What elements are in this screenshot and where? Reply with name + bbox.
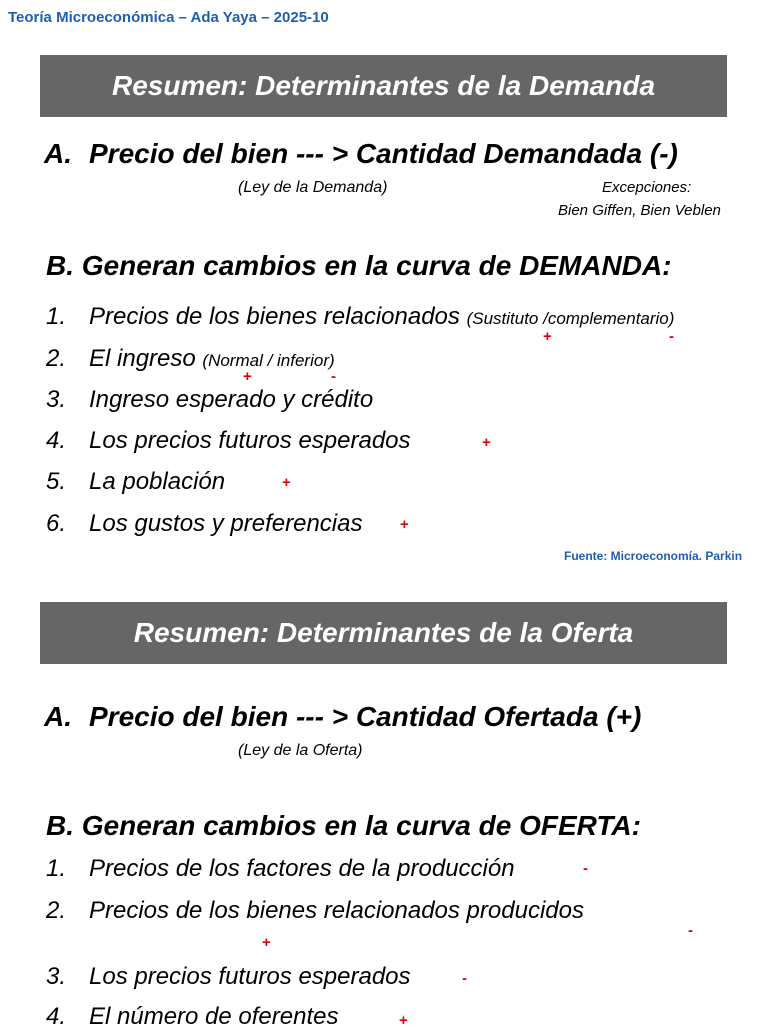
item-label: Precios de los factores de la producción: [89, 855, 515, 882]
list-number: 1.: [46, 303, 67, 330]
item-label: Los precios futuros esperados: [89, 963, 411, 990]
supply-law: (Ley de la Oferta): [238, 742, 363, 759]
item-label: Los gustos y preferencias: [89, 510, 363, 537]
plus-sign-futuros: +: [482, 434, 491, 451]
item-label: El número de oferentes: [89, 1003, 339, 1030]
list-text: [89, 303, 674, 331]
demand-law: (Ley de la Demanda): [238, 179, 388, 196]
plus-sign-oferentes: +: [399, 1012, 408, 1029]
item-note: (Sustituto /complementario): [466, 309, 675, 328]
minus-sign-complementario: -: [669, 328, 674, 345]
plus-sign-gustos: +: [400, 516, 409, 533]
supply-banner: [40, 602, 727, 664]
supply-a-text: Precio del bien --- > Cantidad Ofertada (+): [89, 701, 642, 732]
plus-sign-poblacion: +: [282, 474, 291, 491]
demand-a-text: Precio del bien --- > Cantidad Demandada (-): [89, 138, 678, 169]
demand-banner-title: Resumen: Determinantes de la Demanda: [111, 70, 656, 101]
item-label: Los precios futuros esperados: [89, 427, 411, 454]
list-number: 6.: [46, 510, 67, 537]
list-number: 5.: [46, 468, 67, 495]
source-citation: Fuente: Microeconomía. Parkin: [564, 549, 743, 563]
supply-a-letter: A.: [44, 701, 72, 732]
minus-sign-relacionados-sustituto: -: [688, 922, 693, 939]
supply-b-title: B. Generan cambios en la curva de OFERTA:: [46, 810, 641, 841]
list-number: 4.: [46, 427, 67, 454]
plus-sign-sustituto: +: [543, 328, 552, 345]
minus-sign-futuros: -: [462, 970, 467, 987]
list-number: 2.: [46, 897, 67, 924]
course-header: Teoría Microeconómica – Ada Yaya – 2025-10: [8, 9, 329, 26]
minus-sign-factores: -: [583, 860, 588, 877]
minus-sign-inferior: -: [331, 368, 336, 385]
plus-sign-normal: +: [243, 368, 252, 385]
list-number: 3.: [46, 963, 67, 990]
list-number: 3.: [46, 386, 67, 413]
item-label: Precios de los bienes relacionados: [89, 303, 460, 330]
demand-banner: [40, 55, 727, 117]
demand-b-title: B. Generan cambios en la curva de DEMANDA:: [46, 250, 672, 281]
list-number: 2.: [46, 345, 67, 372]
demand-exceptions-text: Bien Giffen, Bien Veblen: [558, 202, 721, 219]
plus-sign-relacionados-complementario: +: [262, 934, 271, 951]
demand-a-letter: A.: [44, 138, 72, 169]
item-note: (Normal / inferior): [202, 351, 335, 370]
supply-banner-title: Resumen: Determinantes de la Oferta: [133, 617, 634, 648]
list-number: 1.: [46, 855, 67, 882]
list-text: [89, 345, 335, 373]
item-label: Ingreso esperado y crédito: [89, 386, 374, 413]
item-label: El ingreso: [89, 345, 196, 372]
demand-exceptions-title: Excepciones:: [602, 179, 692, 196]
list-number: 4.: [46, 1003, 67, 1030]
item-label: La población: [89, 468, 226, 495]
item-label: Precios de los bienes relacionados producidos: [89, 897, 584, 924]
